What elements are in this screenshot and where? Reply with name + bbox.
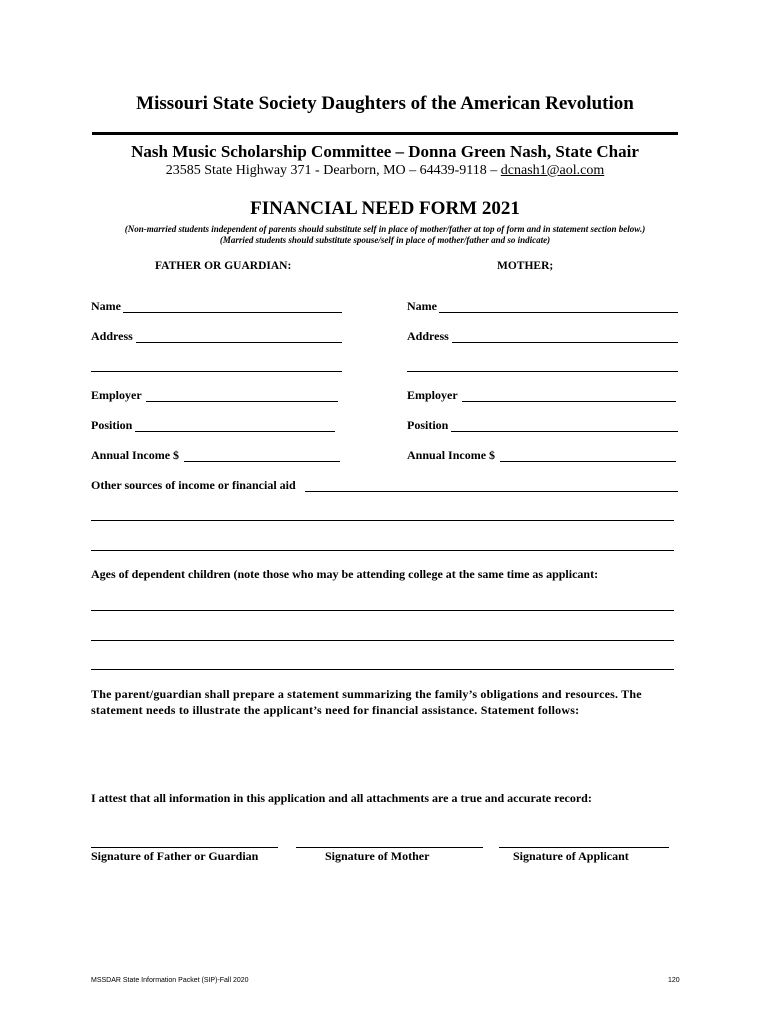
father-employer-line[interactable] — [146, 401, 338, 402]
society-title: Missouri State Society Daughters of the American Revolution — [136, 93, 634, 114]
form-title: FINANCIAL NEED FORM 2021 — [250, 198, 520, 219]
mother-employer-line[interactable] — [462, 401, 676, 402]
mother-income-label: Annual Income $ — [407, 448, 496, 462]
header-rule — [92, 132, 678, 135]
ages-line-3[interactable] — [91, 669, 674, 670]
mother-name-label: Name — [407, 299, 437, 313]
mother-signature-label: Signature of Mother — [325, 849, 430, 863]
mother-heading: MOTHER; — [497, 260, 554, 272]
ages-line-2[interactable] — [91, 640, 674, 641]
father-employer-label: Employer — [91, 388, 142, 402]
mother-employer-label: Employer — [407, 388, 458, 402]
mother-position-label: Position — [407, 418, 449, 432]
attest-text: I attest that all information in this application and all attachments are a true and accurate record: — [91, 791, 592, 805]
mother-employer-field[interactable] — [407, 388, 458, 403]
mother-address-line[interactable] — [452, 342, 678, 343]
other-income-line-2[interactable] — [91, 520, 674, 521]
address-text: 23585 State Highway 371 - Dearborn, MO – 64439-9118 – — [165, 163, 501, 178]
ages-line-1[interactable] — [91, 610, 674, 611]
father-position-field[interactable] — [91, 418, 132, 433]
address-line — [0, 163, 770, 179]
mother-income-field[interactable] — [407, 448, 495, 463]
father-income-label: Annual Income $ — [91, 448, 180, 462]
mother-position-field[interactable] — [407, 418, 448, 433]
father-position-line[interactable] — [135, 431, 335, 432]
father-heading: FATHER OR GUARDIAN: — [155, 260, 292, 272]
father-address-line-2[interactable] — [91, 371, 342, 372]
mother-address-line-2[interactable] — [407, 371, 678, 372]
statement-instructions: The parent/guardian shall prepare a statement summarizing the family’s obligations and resources. The statement needs to illustrate the applicant’s need for financial assistance. Statement follows: — [91, 687, 642, 717]
father-name-label: Name — [91, 299, 121, 313]
father-signature-label: Signature of Father or Guardian — [91, 849, 259, 863]
ages-label: Ages of dependent children (note those who may be attending college at the same time as applicant: — [91, 567, 599, 581]
mother-position-line[interactable] — [451, 431, 678, 432]
father-address-label: Address — [91, 329, 133, 343]
father-name-field[interactable] — [91, 299, 121, 314]
committee-line: Nash Music Scholarship Committee – Donna Green Nash, State Chair — [131, 142, 639, 161]
other-income-label: Other sources of income or financial aid — [91, 478, 296, 492]
footer-source: MSSDAR State Information Packet (SIP)-Fall 2020 — [91, 977, 249, 984]
other-income-line[interactable] — [305, 491, 678, 492]
mother-income-line[interactable] — [500, 461, 676, 462]
form-note-1: (Non-married students independent of parents should substitute self in place of mother/father at top of form and in statement section below.) — [124, 224, 646, 234]
father-signature-line[interactable] — [91, 847, 278, 848]
father-income-field[interactable] — [91, 448, 179, 463]
mother-signature-line[interactable] — [296, 847, 483, 848]
page-number: 120 — [668, 977, 680, 984]
father-address-line[interactable] — [136, 342, 342, 343]
mother-address-field[interactable] — [407, 329, 449, 344]
father-address-field[interactable] — [91, 329, 133, 344]
father-position-label: Position — [91, 418, 133, 432]
applicant-signature-label: Signature of Applicant — [513, 849, 629, 863]
mother-name-line[interactable] — [439, 312, 678, 313]
mother-name-field[interactable] — [407, 299, 437, 314]
mother-address-label: Address — [407, 329, 449, 343]
email-link[interactable]: dcnash1@aol.com — [500, 163, 605, 178]
applicant-signature-line[interactable] — [499, 847, 669, 848]
other-income-line-3[interactable] — [91, 550, 674, 551]
father-employer-field[interactable] — [91, 388, 142, 403]
father-name-line[interactable] — [123, 312, 342, 313]
father-income-line[interactable] — [184, 461, 340, 462]
form-note-2: (Married students should substitute spouse/self in place of mother/father and so indicate) — [219, 235, 551, 245]
